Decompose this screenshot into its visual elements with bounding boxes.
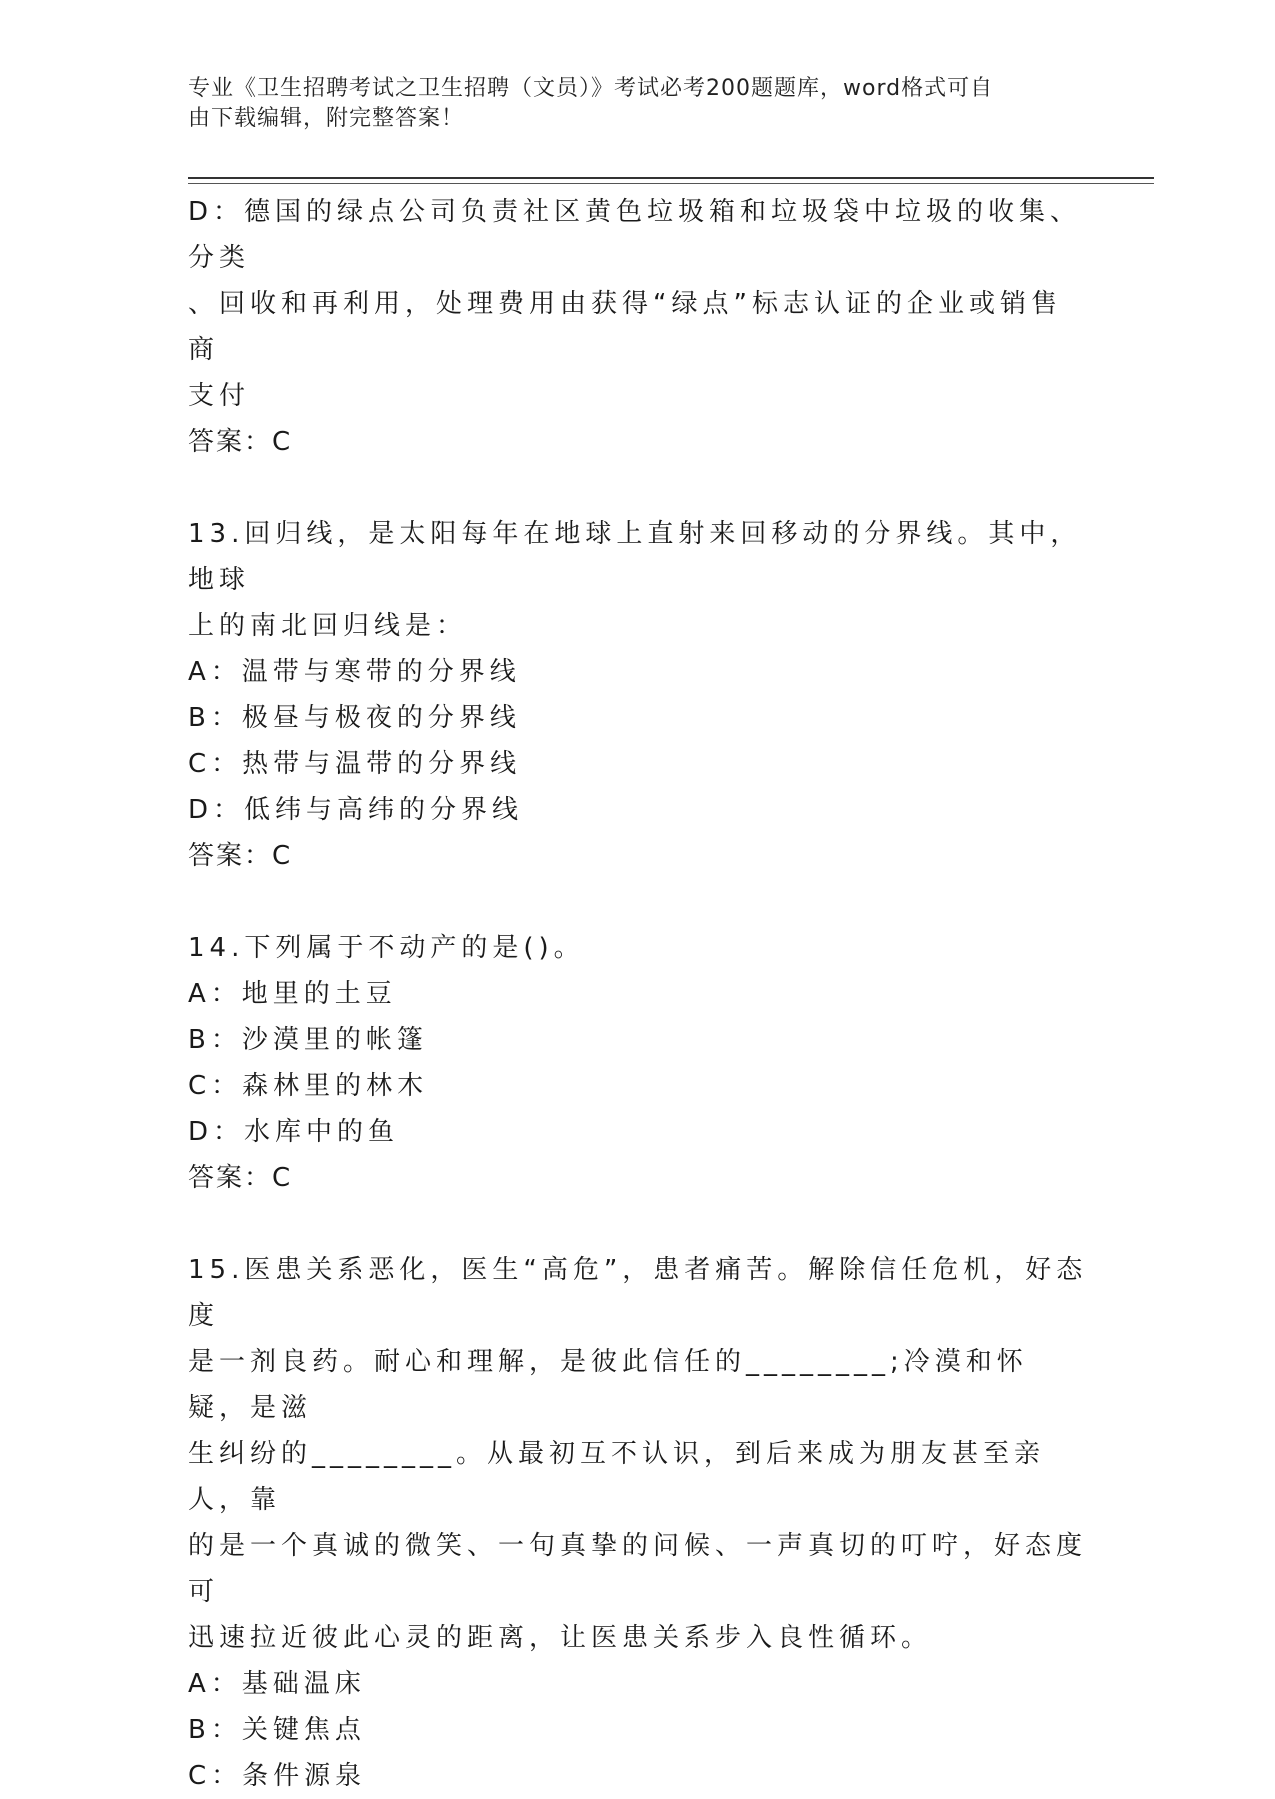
header-divider-thin (188, 183, 1154, 184)
question-stem-line: 上的南北回归线是： (188, 611, 468, 641)
question-stem-line: 13.回归线，是太阳每年在地球上直射来回移动的分界线。其中，地球 (188, 519, 1082, 595)
option-a: A：地里的土豆 (188, 979, 397, 1009)
option-d-line: 支付 (188, 381, 251, 411)
document-body (188, 189, 1088, 1799)
option-d-line: D：德国的绿点公司负责社区黄色垃圾箱和垃圾袋中垃圾的收集、分类 (188, 197, 1082, 273)
question-13 (188, 511, 1088, 879)
option-d: D：水库中的鱼 (188, 1117, 400, 1147)
question-14 (188, 925, 1088, 1201)
question-stem-line: 15.医患关系恶化，医生“高危”，患者痛苦。解除信任危机，好态度 (188, 1255, 1088, 1331)
question-stem-line: 14.下列属于不动产的是()。 (188, 933, 585, 963)
option-b: B：沙漠里的帐篷 (188, 1025, 428, 1055)
question-stem-line: 生纠纷的________。从最初互不认识，到后来成为朋友甚至亲人，靠 (188, 1439, 1046, 1515)
answer-line: 答案：C (188, 841, 293, 871)
question-stem-line: 的是一个真诚的微笑、一句真挚的问候、一声真切的叮咛，好态度可 (188, 1531, 1088, 1607)
document-header (188, 74, 1068, 134)
option-b: B：极昼与极夜的分界线 (188, 703, 521, 733)
question-stem-line: 是一剂良药。耐心和理解，是彼此信任的________;冷漠和怀疑，是滋 (188, 1347, 1028, 1423)
header-divider-thick (188, 177, 1154, 179)
answer-line: 答案：C (188, 427, 293, 457)
header-title-line-1: 专业《卫生招聘考试之卫生招聘（文员）》考试必考200题题库，word格式可自 (188, 76, 994, 101)
prev-question-tail (188, 189, 1088, 465)
question-15 (188, 1247, 1088, 1799)
option-c: C：条件源泉 (188, 1761, 367, 1791)
header-title-line-2: 由下载编辑，附完整答案！ (188, 106, 465, 131)
option-d-line: 、回收和再利用，处理费用由获得“绿点”标志认证的企业或销售商 (188, 289, 1062, 365)
spacer (188, 1201, 1088, 1247)
spacer (188, 465, 1088, 511)
option-c: C：森林里的林木 (188, 1071, 429, 1101)
option-a: A：基础温床 (188, 1669, 366, 1699)
spacer (188, 879, 1088, 925)
answer-line: 答案：C (188, 1163, 293, 1193)
option-a: A：温带与寒带的分界线 (188, 657, 521, 687)
question-stem-line: 迅速拉近彼此心灵的距离，让医患关系步入良性循环。 (188, 1623, 933, 1653)
option-b: B：关键焦点 (188, 1715, 366, 1745)
option-d: D：低纬与高纬的分界线 (188, 795, 524, 825)
option-c: C：热带与温带的分界线 (188, 749, 522, 779)
